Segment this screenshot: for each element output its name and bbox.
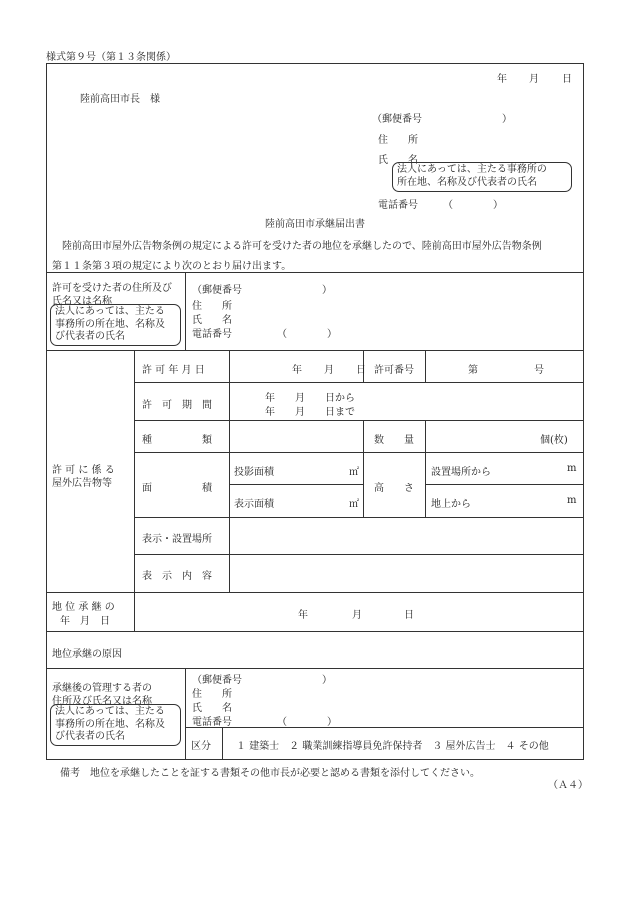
permit-period-from: 年 月 日から (265, 393, 355, 404)
height-from-ground-label: 地上から (431, 499, 471, 510)
manager-category-label: 区分 (191, 741, 211, 752)
applicant-name-label: 氏 名 (378, 155, 418, 166)
permit-date-month: 月 (324, 365, 334, 376)
applicant-postal: （郵便番号 ） (372, 114, 512, 125)
type-label: 種 類 (142, 435, 212, 446)
height-from-site-unit: m (567, 463, 577, 474)
manager-note-line1: 法人にあっては、主たる (55, 706, 165, 717)
succession-date-label-line2: 年 月 日 (60, 616, 110, 627)
permit-holder-postal: （郵便番号 ） (192, 285, 332, 296)
permit-holder-note-line3: び代表者の氏名 (55, 331, 125, 342)
succession-date-month: 月 (352, 610, 362, 621)
permit-holder-address: 住 所 (192, 301, 232, 312)
manager-label-line1: 承継後の管理する者の (52, 683, 152, 694)
manager-label-line2: 住所及び氏名又は名称 (52, 696, 152, 707)
permit-period-label: 許 可 期 間 (142, 400, 212, 411)
manager-phone: 電話番号 （ ） (192, 717, 337, 728)
permit-holder-phone: 電話番号 （ ） (192, 329, 337, 340)
paper-size: （Ａ４） (548, 780, 588, 791)
height-from-ground-unit: m (567, 495, 577, 506)
permit-holder-label-line1: 許可を受けた者の住所及び (52, 283, 172, 294)
succession-cause-label: 地位承継の原因 (52, 649, 122, 660)
applicant-corp-note (392, 162, 572, 192)
permit-holder-corp-note (50, 304, 181, 346)
permit-holder-label-line2: 氏名又は名称 (52, 296, 112, 307)
area-label: 面 積 (142, 483, 212, 494)
applicant-address-label: 住 所 (378, 135, 418, 146)
form-number: 様式第９号（第１３条関係） (46, 52, 176, 63)
body-text-line2: 第１１条第３項の規定により次のとおり届け出ます。 (52, 261, 292, 272)
quantity-unit: 個(枚) (540, 435, 568, 446)
projected-area-unit: ㎡ (349, 467, 359, 478)
permit-holder-note-line2: 事務所の所在地、名称及 (55, 318, 165, 330)
height-label: 高 さ (374, 483, 414, 494)
permit-number-suffix: 号 (534, 365, 544, 376)
succession-date-year: 年 (298, 610, 308, 621)
permit-date-year: 年 (292, 365, 302, 376)
manager-corp-note (50, 704, 181, 746)
date-month: 月 (529, 74, 539, 85)
permit-date-label: 許 可 年 月 日 (142, 365, 205, 376)
permit-number-label: 許可番号 (374, 365, 414, 376)
content-label: 表 示 内 容 (142, 571, 212, 582)
projected-area-label: 投影面積 (234, 467, 274, 478)
date-day: 日 (562, 74, 572, 85)
manager-postal: （郵便番号 ） (192, 675, 332, 686)
quantity-label: 数 量 (374, 435, 414, 446)
manager-note-line3: び代表者の氏名 (55, 731, 125, 742)
height-from-site-label: 設置場所から (431, 467, 491, 478)
applicant-corp-note-line1: 法人にあっては、主たる事務所の (397, 164, 547, 175)
applicant-corp-note-line2: 所在地、名称及び代表者の氏名 (397, 176, 537, 188)
manager-note-line2: 事務所の所在地、名称及 (55, 718, 165, 730)
remarks: 備考 地位を承継したことを証する書類その他市長が必要と認める書類を添付してください。 (60, 768, 480, 779)
form-title: 陸前高田市承継届出書 (265, 219, 365, 230)
permit-date-day: 日 (356, 365, 366, 376)
manager-category-options: １ 建築士 ２ 職業訓練指導員免許保持者 ３ 屋外広告士 ４ その他 (236, 741, 549, 752)
body-text-line1: 陸前高田市屋外広告物条例の規定による許可を受けた者の地位を承継したので、陸前高田市屋外広告物条例 (62, 241, 542, 252)
succession-date-day: 日 (404, 610, 414, 621)
succession-date-label-line1: 地 位 承 継 の (52, 602, 115, 613)
display-area-unit: ㎡ (349, 499, 359, 510)
manager-address: 住 所 (192, 689, 232, 700)
ad-section-label-line2: 屋外広告物等 (52, 478, 112, 489)
permit-period-to: 年 月 日まで (265, 407, 355, 418)
date-year: 年 (497, 74, 507, 85)
location-label: 表示・設置場所 (142, 534, 212, 545)
manager-name: 氏 名 (192, 703, 232, 714)
permit-number-prefix: 第 (468, 365, 478, 376)
permit-holder-name: 氏 名 (192, 315, 232, 326)
addressee: 陸前高田市長 様 (80, 94, 160, 105)
ad-section-label-line1: 許 可 に 係 る (52, 465, 115, 476)
permit-holder-note-line1: 法人にあっては、主たる (55, 306, 165, 317)
display-area-label: 表示面積 (234, 499, 274, 510)
applicant-phone: 電話番号 （ ） (378, 200, 503, 211)
